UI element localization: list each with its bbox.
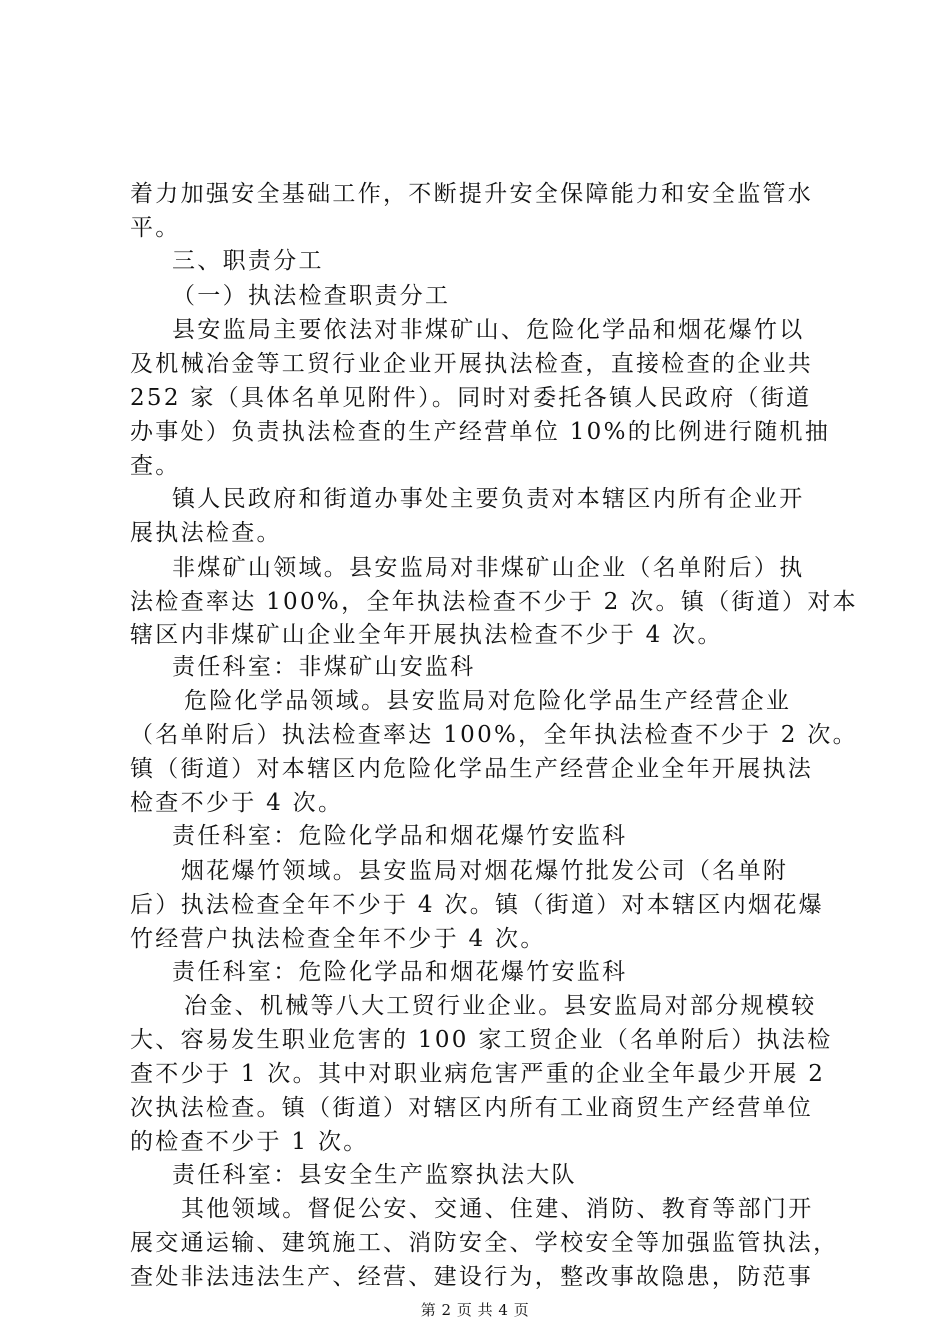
responsibility-line: 责任科室：危险化学品和烟花爆竹安监科 [172, 823, 628, 849]
text-line: 烟花爆竹领域。县安监局对烟花爆竹批发公司（名单附 [181, 858, 789, 884]
text-line: 着力加强安全基础工作，不断提升安全保障能力和安全监管水 [130, 181, 814, 207]
text-line: 竹经营户执法检查全年不少于 4 次。 [130, 926, 546, 952]
text-line: 展交通运输、建筑施工、消防安全、学校安全等加强监管执法， [130, 1230, 839, 1256]
text-line: 办事处）负责执法检查的生产经营单位 10%的比例进行随机抽 [130, 419, 831, 445]
text-line: 危险化学品领域。县安监局对危险化学品生产经营企业 [184, 688, 792, 714]
text-line: 平。 [130, 215, 181, 241]
text-line: 非煤矿山领域。县安监局对非煤矿山企业（名单附后）执 [172, 555, 805, 581]
responsibility-line: 责任科室：危险化学品和烟花爆竹安监科 [172, 959, 628, 985]
section-heading: 三、职责分工 [172, 248, 324, 274]
page-number-footer: 第 2 页 共 4 页 [420, 1301, 530, 1319]
text-line: 查。 [130, 453, 181, 479]
text-line: 展执法检查。 [130, 520, 282, 546]
text-line: 查处非法违法生产、经营、建设行为，整改事故隐患，防范事 [130, 1264, 814, 1290]
responsibility-line: 责任科室：县安全生产监察执法大队 [172, 1162, 577, 1188]
text-line: 法检查率达 100%，全年执法检查不少于 2 次。镇（街道）对本 [130, 589, 858, 615]
text-line: （名单附后）执法检查率达 100%，全年执法检查不少于 2 次。 [130, 722, 858, 748]
text-line: 次执法检查。镇（街道）对辖区内所有工业商贸生产经营单位 [130, 1095, 814, 1121]
text-line: 镇（街道）对本辖区内危险化学品生产经营企业全年开展执法 [130, 756, 814, 782]
text-line: 其他领域。督促公安、交通、住建、消防、教育等部门开 [181, 1196, 814, 1222]
text-line: 辖区内非煤矿山企业全年开展执法检查不少于 4 次。 [130, 622, 723, 648]
text-line: 及机械冶金等工贸行业企业开展执法检查，直接检查的企业共 [130, 351, 814, 377]
text-line: 检查不少于 4 次。 [130, 790, 344, 816]
responsibility-line: 责任科室：非煤矿山安监科 [172, 654, 476, 680]
text-line: 后）执法检查全年不少于 4 次。镇（街道）对本辖区内烟花爆 [130, 892, 824, 918]
text-line: 县安监局主要依法对非煤矿山、危险化学品和烟花爆竹以 [172, 317, 805, 343]
text-line: 大、容易发生职业危害的 100 家工贸企业（名单附后）执法检 [130, 1027, 833, 1053]
subsection-heading: （一）执法检查职责分工 [172, 283, 451, 309]
text-line: 的检查不少于 1 次。 [130, 1129, 369, 1155]
text-line: 镇人民政府和街道办事处主要负责对本辖区内所有企业开 [172, 486, 805, 512]
text-line: 查不少于 1 次。其中对职业病危害严重的企业全年最少开展 2 [130, 1061, 826, 1087]
text-line: 冶金、机械等八大工贸行业企业。县安监局对部分规模较 [184, 993, 817, 1019]
text-line: 252 家（具体名单见附件）。同时对委托各镇人民政府（街道 [130, 385, 812, 411]
